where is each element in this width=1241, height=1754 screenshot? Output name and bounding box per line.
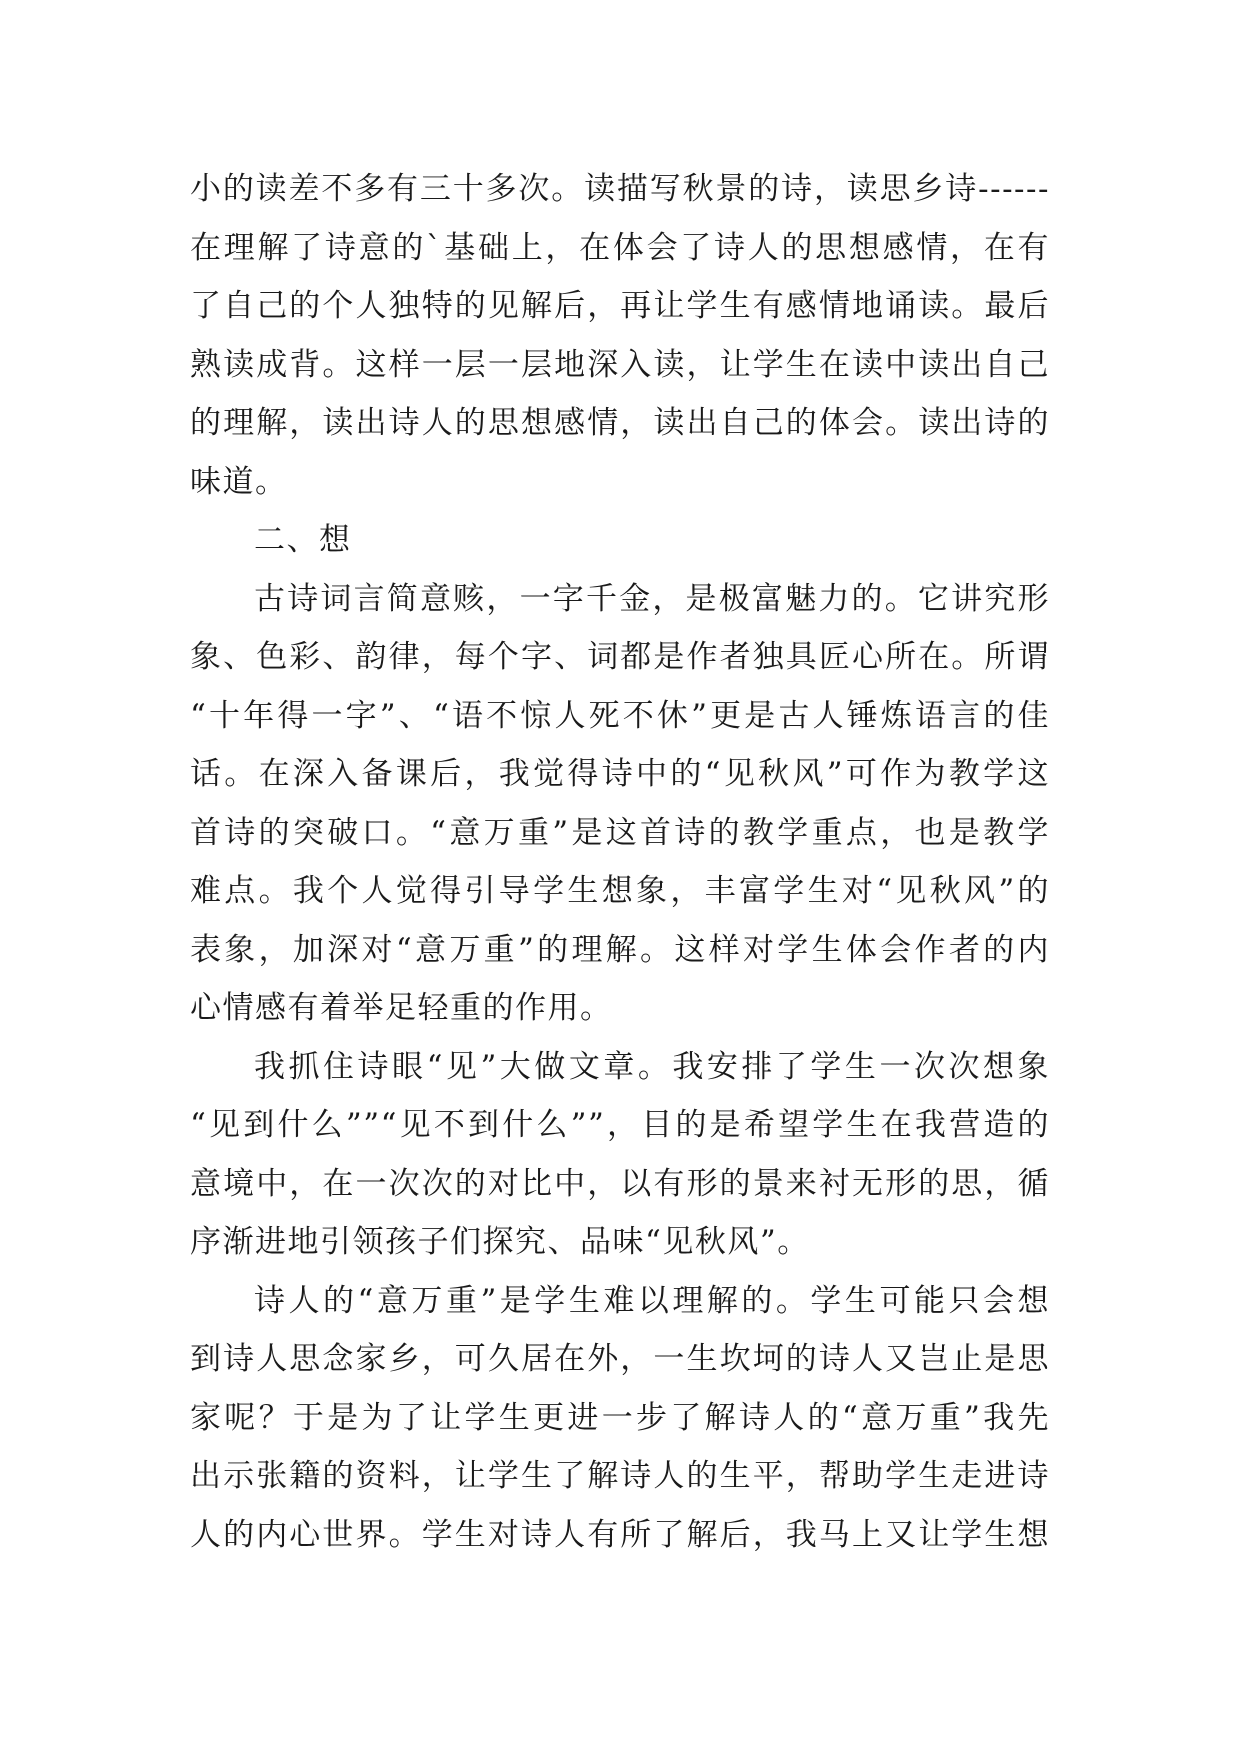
text-line: 诗人的“意万重”是学生难以理解的。学生可能只会想 [254,1282,1050,1319]
text-line: 了自己的个人独特的见解后，再让学生有感情地诵读。最后 [190,288,1050,324]
text-line: 心情感有着举足轻重的作用。 [190,990,613,1026]
text-line: “见到什么””“见不到什么””，目的是希望学生在我营造的 [190,1107,1050,1143]
text-line: 出示张籍的资料，让学生了解诗人的生平，帮助学生走进诗 [190,1458,1050,1494]
text-line: 在理解了诗意的`基础上，在体会了诗人的思想感情，在有 [190,229,1050,266]
text-line: 意境中，在一次次的对比中，以有形的景来衬无形的思，循 [190,1165,1050,1202]
text-line: 话。在深入备课后，我觉得诗中的“见秋风”可作为教学这 [190,756,1050,792]
text-line: 序渐进地引领孩子们探究、品味“见秋风”。 [190,1224,810,1260]
text-line: 难点。我个人觉得引导学生想象，丰富学生对“见秋风”的 [190,873,1050,909]
body-text [190,160,1050,1564]
text-line: 古诗词言简意赅，一字千金，是极富魅力的。它讲究形 [254,580,1050,617]
text-line: 味道。 [190,463,288,500]
section-heading: 二、想 [254,522,352,558]
text-line: 人的内心世界。学生对诗人有所了解后，我马上又让学生想 [190,1516,1050,1553]
text-line: 家呢？于是为了让学生更进一步了解诗人的“意万重”我先 [190,1399,1050,1436]
text-line: 小的读差不多有三十多次。读描写秋景的诗，读思乡诗------ [190,171,1050,207]
text-line: 熟读成背。这样一层一层地深入读，让学生在读中读出自己 [190,346,1050,383]
text-line: 到诗人思念家乡，可久居在外，一生坎坷的诗人又岂止是思 [190,1341,1050,1377]
text-line: 的理解，读出诗人的思想感情，读出自己的体会。读出诗的 [190,405,1050,441]
text-line: 我抓住诗眼“见”大做文章。我安排了学生一次次想象 [254,1048,1050,1085]
text-line: 象、色彩、韵律，每个字、词都是作者独具匠心所在。所谓 [190,639,1050,675]
text-line: 表象，加深对“意万重”的理解。这样对学生体会作者的内 [190,931,1050,968]
text-line: “十年得一字”、“语不惊人死不休”更是古人锤炼语言的佳 [190,697,1050,734]
text-line: 首诗的突破口。“意万重”是这首诗的教学重点，也是教学 [190,814,1050,851]
